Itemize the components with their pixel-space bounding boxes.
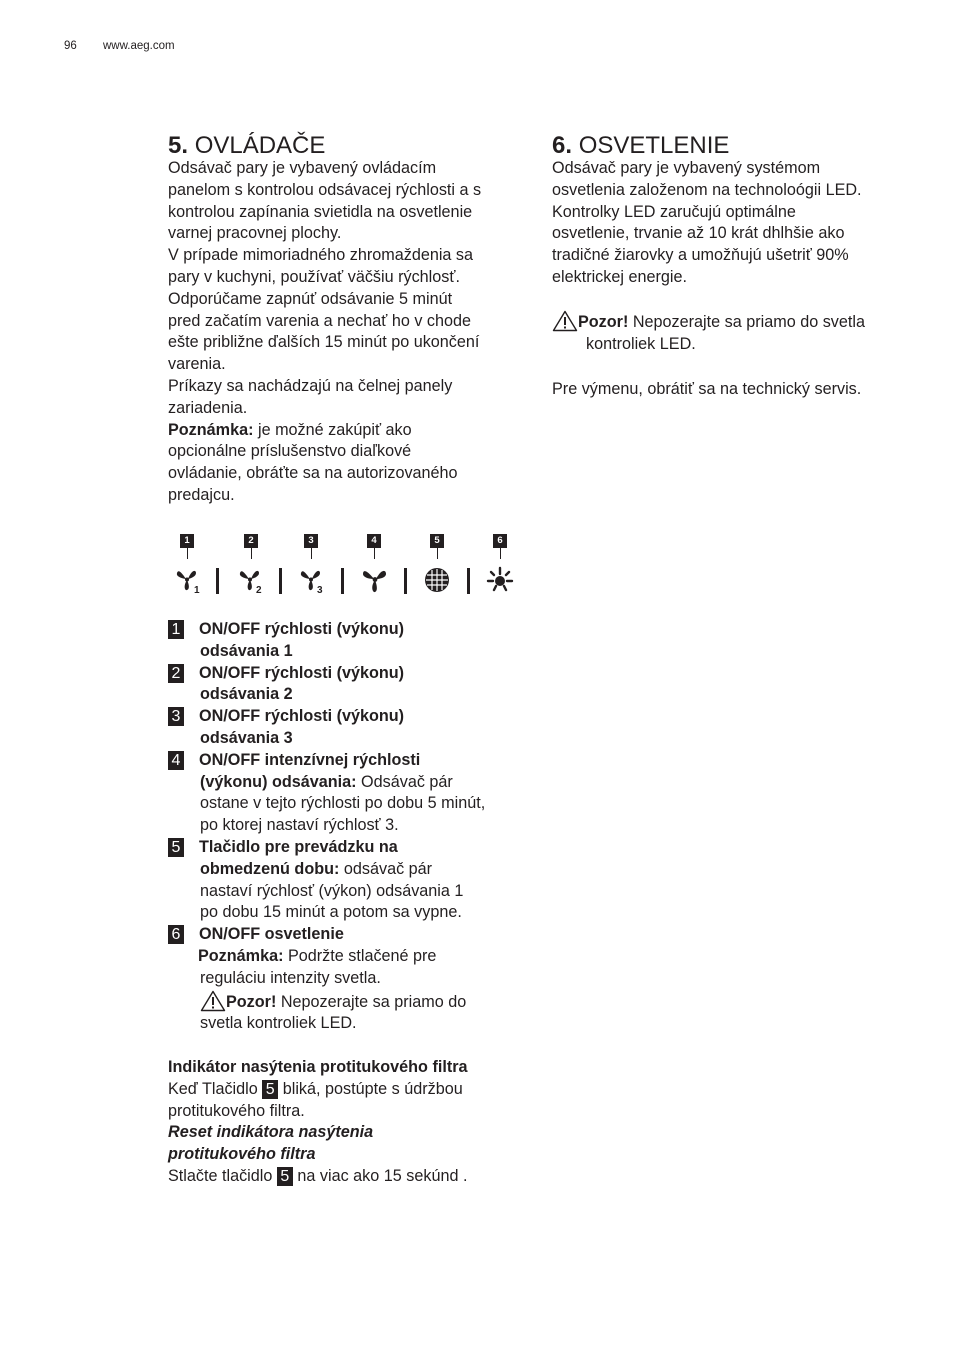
- panel-tag-4: 4: [367, 534, 381, 548]
- body-line: osvetlenia založenom na technoloógii LED.: [552, 180, 862, 199]
- section-heading-controls: 5. OVLÁDAČE: [168, 132, 326, 159]
- list-item: 6 ON/OFF osvetlenie Poznámka: Podržte stlačené pre reguláciu intenzity svetla. Pozor! Nepozerajte sa priamo do svetla kontroliek LED.: [168, 924, 528, 1035]
- list-item: 3 ON/OFF rýchlosti (výkonu) odsávania 3: [168, 706, 528, 750]
- body-line: Odsávač pary je vybavený ovládacím: [168, 159, 437, 177]
- body-line: opcionálne príslušenstvo diaľkové: [168, 442, 412, 461]
- reset-title: Reset indikátora nasýtenia: [168, 1123, 374, 1142]
- body-line: varenia.: [168, 355, 226, 374]
- item-number: 3: [168, 707, 184, 726]
- panel-tick: [187, 548, 188, 559]
- warning-line: Pozor! Nepozerajte sa priamo do svetla: [552, 310, 922, 334]
- body-line: kontroliek LED.: [586, 334, 696, 353]
- section-controls: [168, 132, 528, 507]
- body-line: ešte približne ďalších 15 minút po ukončení: [168, 333, 480, 352]
- controls-list: [168, 619, 528, 1035]
- panel-separator: [467, 568, 470, 594]
- body-line: Odporúčame zapnúť odsávanie 5 minút: [168, 289, 453, 308]
- panel-tag-5: 5: [430, 534, 444, 548]
- panel-tag-3: 3: [304, 534, 318, 548]
- panel-separator: [279, 568, 282, 594]
- note-line: Poznámka: je možné zakúpiť ako: [168, 420, 412, 439]
- list-item: 2 ON/OFF rýchlosti (výkonu) odsávania 2: [168, 663, 528, 707]
- item-number: 6: [168, 925, 184, 944]
- item-number: 4: [168, 751, 184, 770]
- svg-text:1: 1: [194, 585, 200, 594]
- panel-tick: [251, 548, 252, 559]
- body-line: Stlačte tlačidlo 5 na viac ako 15 sekúnd .: [168, 1166, 468, 1185]
- section-heading-lighting: 6. OSVETLENIE: [552, 132, 730, 159]
- website: www.aeg.com: [103, 40, 175, 52]
- filter-indicator-title: Indikátor nasýtenia protitukového filtra: [168, 1058, 468, 1076]
- panel-separator: [341, 568, 344, 594]
- body-line: tradičné žiarovky a umožňujú ušetriť 90%: [552, 246, 849, 265]
- filter-indicator-section: [168, 1057, 528, 1188]
- body-line: panelom s kontrolou odsávacej rýchlosti a s: [168, 180, 482, 199]
- list-item: 5 Tlačidlo pre prevádzku na obmedzenú dobu: odsávač pár nastaví rýchlosť (výkon) odsávania 1 po dobu 15 minút a potom sa vypne.: [168, 837, 528, 924]
- page-number: 96: [64, 40, 77, 52]
- section-lighting: [552, 132, 922, 401]
- body-line: predajcu.: [168, 485, 235, 504]
- body-line: zariadenia.: [168, 398, 248, 417]
- panel-tick: [311, 548, 312, 559]
- light-icon[interactable]: [485, 566, 515, 594]
- panel-tick: [437, 548, 438, 559]
- list-item: 1 ON/OFF rýchlosti (výkonu) odsávania 1: [168, 619, 528, 663]
- panel-tag-2: 2: [244, 534, 258, 548]
- warning-icon: [200, 990, 226, 1012]
- body-line: ovládanie, obráťte sa na autorizovaného: [168, 464, 458, 483]
- service-line: Pre výmenu, obrátiť sa na technický servis.: [552, 380, 862, 399]
- body-line: Príkazy sa nachádzajú na čelnej panely: [168, 376, 453, 395]
- body-line: Keď Tlačidlo 5 bliká, postúpte s údržbou: [168, 1079, 463, 1098]
- list-item: 4 ON/OFF intenzívnej rýchlosti (výkonu) odsávania: Odsávač pár ostane v tejto rýchlosti po dobu 5 minút, po ktorej nastaví rýchlosť 3.: [168, 750, 528, 837]
- panel-separator: [216, 568, 219, 594]
- panel-separator: [404, 568, 407, 594]
- item-number: 1: [168, 620, 184, 639]
- body-line: elektrickej energie.: [552, 267, 687, 286]
- panel-tag-6: 6: [493, 534, 507, 548]
- item-number: 2: [168, 664, 184, 683]
- filter-grid-icon[interactable]: [422, 566, 452, 594]
- warning-icon: [552, 310, 578, 332]
- body-line: pred začatím varenia a nechať ho v chode: [168, 311, 472, 330]
- fan-intensive-icon[interactable]: [361, 566, 391, 594]
- panel-tick: [500, 548, 501, 559]
- body-line: Kontrolky LED zaručujú optimálne: [552, 202, 796, 221]
- panel-tick: [374, 548, 375, 559]
- body-line: protitukového filtra.: [168, 1101, 305, 1120]
- panel-tag-1: 1: [180, 534, 194, 548]
- body-line: varnej pracovnej plochy.: [168, 224, 342, 243]
- body-line: Odsávač pary je vybavený systémom: [552, 159, 821, 177]
- fan-speed-3-icon[interactable]: [298, 566, 328, 594]
- fan-speed-2-icon[interactable]: [237, 566, 267, 594]
- body-line: kontrolou zapínania svietidla na osvetlenie: [168, 202, 473, 221]
- body-line: osvetlenie, trvanie až 10 krát dhlhšie ako: [552, 224, 845, 243]
- inline-number: 5: [277, 1167, 293, 1186]
- body-line: V prípade mimoriadného zhromaždenia sa: [168, 246, 474, 265]
- body-line: pary v kuchyni, používať väčšiu rýchlosť.: [168, 267, 460, 286]
- item-number: 5: [168, 838, 184, 857]
- control-panel-diagram: [168, 534, 518, 604]
- reset-title: protitukového filtra: [168, 1145, 316, 1164]
- fan-speed-1-icon[interactable]: [174, 566, 204, 594]
- svg-text:3: 3: [317, 585, 323, 594]
- svg-text:2: 2: [256, 585, 262, 594]
- inline-number: 5: [262, 1080, 278, 1099]
